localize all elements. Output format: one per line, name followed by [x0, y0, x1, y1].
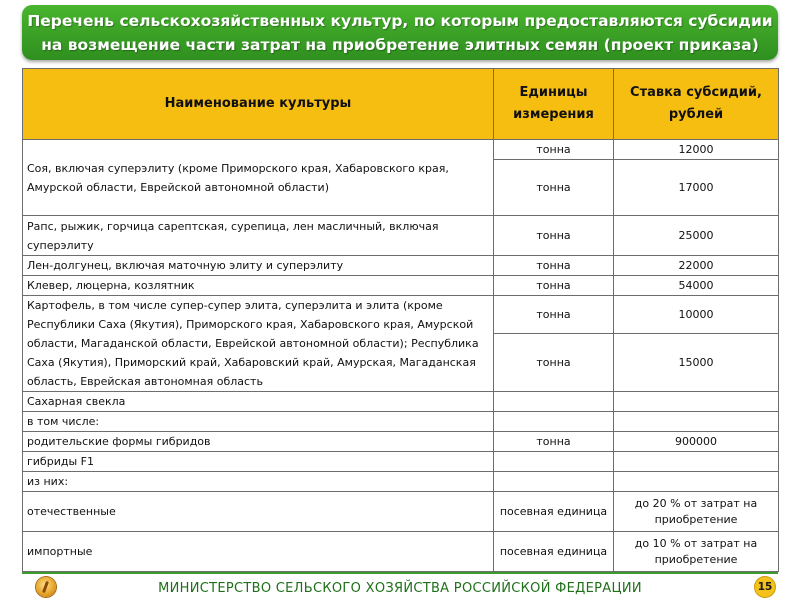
- title-line-2: на возмещение части затрат на приобретение элитных семян (проект приказа): [41, 36, 759, 54]
- unit-cell: тонна: [494, 276, 614, 296]
- crop-name-cell: из них:: [23, 472, 494, 492]
- crop-name-cell: импортные: [23, 532, 494, 572]
- title-banner: [22, 5, 778, 60]
- crops-subsidy-table: [22, 68, 779, 572]
- footer-divider: [22, 572, 778, 574]
- unit-cell: тонна: [494, 334, 614, 392]
- rate-cell: [614, 392, 779, 412]
- table-row: [23, 532, 779, 572]
- rate-cell: 12000: [614, 140, 779, 160]
- crop-name-cell: [23, 296, 494, 392]
- rate-cell: 17000: [614, 160, 779, 216]
- crop-name-cell: Сахарная свекла: [23, 392, 494, 412]
- table-row: [23, 412, 779, 432]
- table-row: [23, 492, 779, 532]
- title-line-1: Перечень сельскохозяйственных культур, по которым предоставляются субсидии: [27, 12, 773, 30]
- unit-cell: [494, 472, 614, 492]
- page-number-badge: 15: [755, 577, 775, 597]
- table-row: [23, 452, 779, 472]
- rate-cell: 22000: [614, 256, 779, 276]
- table-row: [23, 296, 779, 334]
- rate-cell: 10000: [614, 296, 779, 334]
- rate-cell: до 10 % от затрат на приобретение: [614, 532, 779, 572]
- unit-cell: тонна: [494, 296, 614, 334]
- crop-name-cell: отечественные: [23, 492, 494, 532]
- table-row: [23, 140, 779, 160]
- unit-cell: тонна: [494, 160, 614, 216]
- crop-name-cell: родительские формы гибридов: [23, 432, 494, 452]
- unit-cell: тонна: [494, 432, 614, 452]
- crop-name-cell: в том числе:: [23, 412, 494, 432]
- table-header-row: [23, 69, 779, 140]
- crop-name-part: Республика Саха (Якутия), Приморский край, Хабаровский край, Амурская, Магаданская область, Еврейская автономная область: [27, 337, 479, 388]
- crop-name-part: Картофель, в том числе супер-супер элита, суперэлита и элита (кроме Республики Саха (Якутия), Приморского края, Хабаровского края, Амурской области, Магаданской области, Еврейской автономной области);: [27, 299, 474, 350]
- rate-cell: 54000: [614, 276, 779, 296]
- rate-cell: [614, 412, 779, 432]
- unit-cell: тонна: [494, 216, 614, 256]
- table-row: [23, 392, 779, 412]
- unit-cell: [494, 452, 614, 472]
- rate-cell: 15000: [614, 334, 779, 392]
- crop-name-cell: Рапс, рыжик, горчица сарептская, сурепица, лен масличный, включая суперэлиту: [23, 216, 494, 256]
- table-row: [23, 256, 779, 276]
- table-row: [23, 276, 779, 296]
- unit-cell: [494, 412, 614, 432]
- rate-cell: до 20 % от затрат на приобретение: [614, 492, 779, 532]
- header-units: Единицы измерения: [494, 69, 614, 140]
- crop-name-cell: Клевер, люцерна, козлятник: [23, 276, 494, 296]
- unit-cell: посевная единица: [494, 492, 614, 532]
- crop-name-cell: Лен-долгунец, включая маточную элиту и суперэлиту: [23, 256, 494, 276]
- footer-ministry-name: МИНИСТЕРСТВО СЕЛЬСКОГО ХОЗЯЙСТВА РОССИЙСКОЙ ФЕДЕРАЦИИ: [158, 581, 642, 596]
- table-row: [23, 216, 779, 256]
- unit-cell: [494, 392, 614, 412]
- unit-cell: тонна: [494, 256, 614, 276]
- rate-cell: 25000: [614, 216, 779, 256]
- unit-cell: посевная единица: [494, 532, 614, 572]
- crop-name-cell: Соя, включая суперэлиту (кроме Приморского края, Хабаровского края, Амурской области, Еврейской автономной области): [23, 140, 494, 216]
- rate-cell: [614, 472, 779, 492]
- header-subsidy-rate: Ставка субсидий, рублей: [614, 69, 779, 140]
- table-row: [23, 472, 779, 492]
- header-crop-name: Наименование культуры: [23, 69, 494, 140]
- table-row: [23, 432, 779, 452]
- unit-cell: тонна: [494, 140, 614, 160]
- rate-cell: [614, 452, 779, 472]
- crop-name-cell: гибриды F1: [23, 452, 494, 472]
- rate-cell: 900000: [614, 432, 779, 452]
